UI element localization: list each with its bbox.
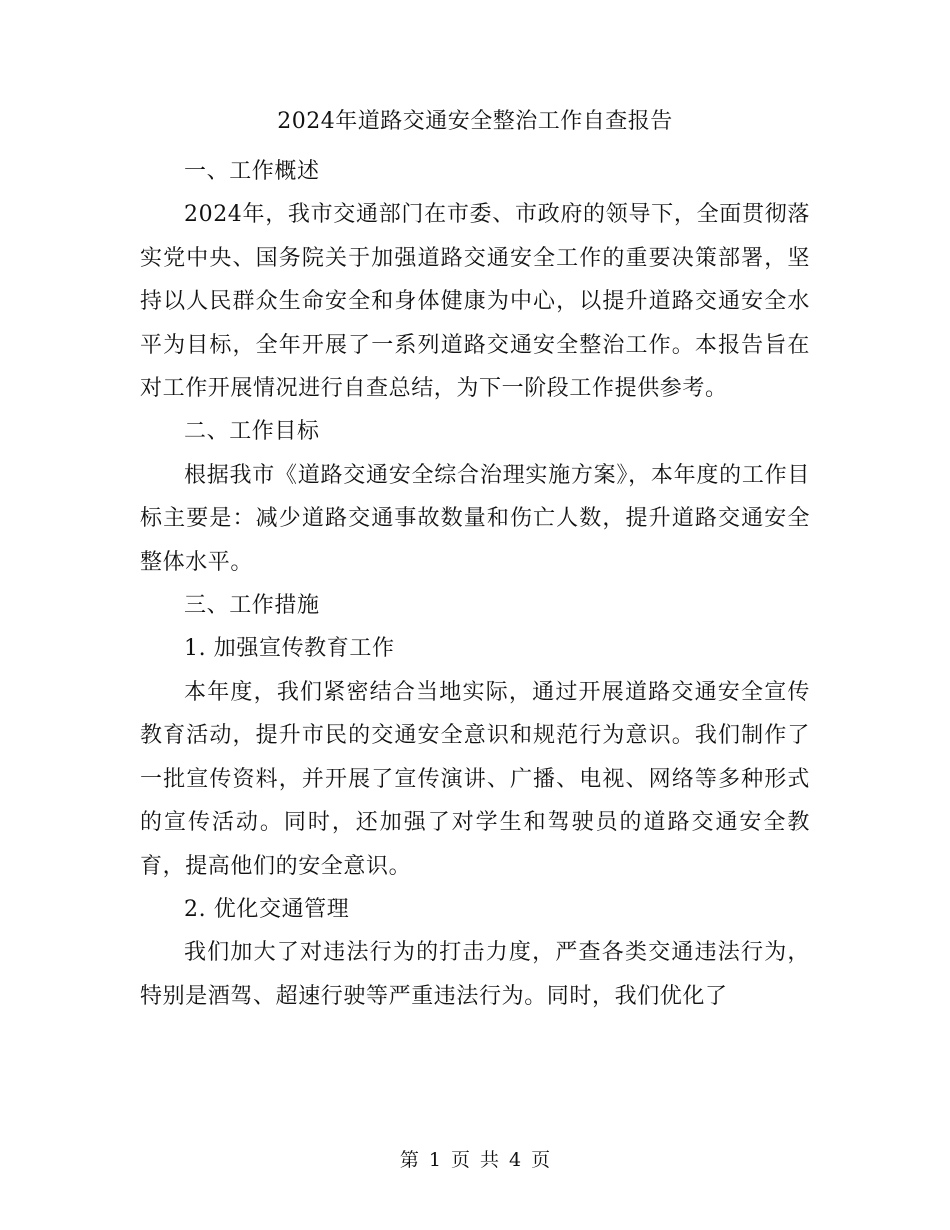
paragraph-traffic-management: 我们加大了对违法行为的打击力度，严查各类交通违法行为，特别是酒驾、超速行驶等严重违法行为。同时，我们优化了 <box>140 940 810 1009</box>
page-footer: 第 1 页 共 4 页 <box>399 1149 551 1171</box>
paragraph-overview: 2024年，我市交通部门在市委、市政府的领导下，全面贯彻落实党中央、国务院关于加强道路交通安全工作的重要决策部署，坚持以人民群众生命安全和身体健康为中心，以提升道路交通安全水平为目标，全年开展了一系列道路交通安全整治工作。本报告旨在对工作开展情况进行自查总结，为下一阶段工作提供参考。 <box>140 202 810 402</box>
paragraph-goals: 根据我市《道路交通安全综合治理实施方案》，本年度的工作目标主要是：减少道路交通事故数量和伤亡人数，提升道路交通安全整体水平。 <box>140 462 810 575</box>
section-heading-goals: 二、工作目标 <box>184 419 320 445</box>
document-body <box>140 150 810 1018</box>
subheading-publicity: 1. 加强宣传教育工作 <box>184 636 395 662</box>
subheading-traffic-management: 2. 优化交通管理 <box>184 896 350 922</box>
document-title: 2024年道路交通安全整治工作自查报告 <box>277 109 673 134</box>
section-heading-overview: 一、工作概述 <box>184 159 320 184</box>
paragraph-publicity: 本年度，我们紧密结合当地实际，通过开展道路交通安全宣传教育活动，提升市民的交通安全意识和规范行为意识。我们制作了一批宣传资料，并开展了宣传演讲、广播、电视、网络等多种形式的宣传活动。同时，还加强了对学生和驾驶员的道路交通安全教育，提高他们的安全意识。 <box>140 679 810 879</box>
section-heading-measures: 三、工作措施 <box>184 593 320 619</box>
